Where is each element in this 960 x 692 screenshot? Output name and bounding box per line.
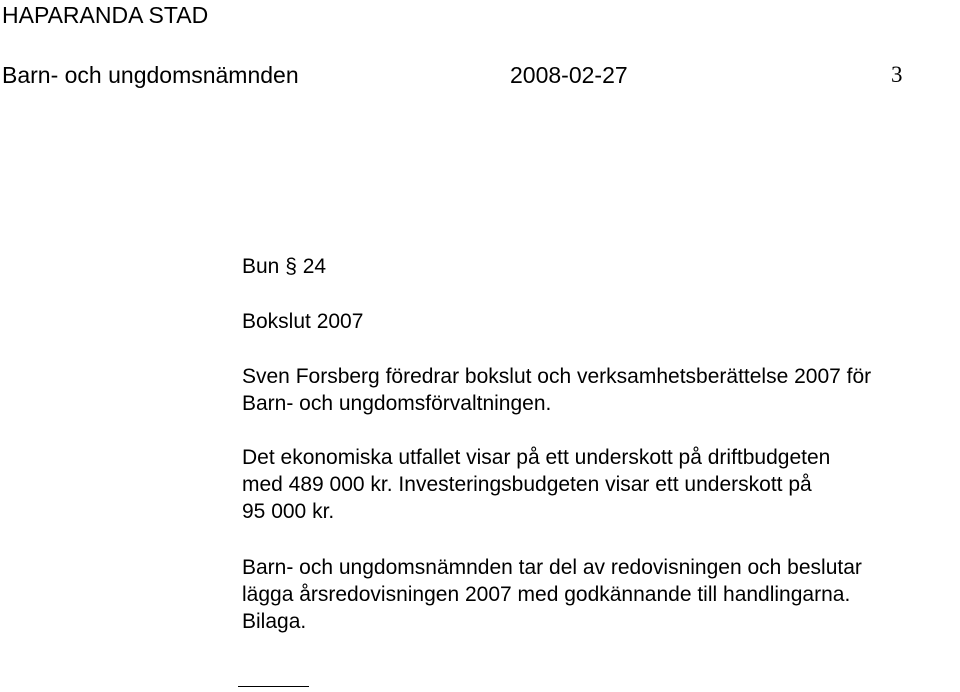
committee-name: Barn- och ungdomsnämnden <box>2 62 299 88</box>
paragraph-presentation <box>242 363 952 417</box>
organization-name: HAPARANDA STAD <box>2 2 209 28</box>
paragraph-reference: Bun § 24 <box>242 255 327 278</box>
text-line: med 489 000 kr. Investeringsbudgeten visar ett underskott på <box>242 473 812 496</box>
paragraph-decision <box>242 554 952 635</box>
text-line: lägga årsredovisningen 2007 med godkännande till handlingarna. <box>242 583 851 606</box>
text-line: Barn- och ungdomsnämnden tar del av redovisningen och beslutar <box>242 556 862 579</box>
paragraph-financial-outcome <box>242 444 952 525</box>
meeting-date: 2008-02-27 <box>510 62 628 88</box>
text-line: 95 000 kr. <box>242 500 335 523</box>
signature-line <box>238 686 309 687</box>
text-line: Det ekonomiska utfallet visar på ett underskott på driftbudgeten <box>242 446 831 469</box>
text-line: Sven Forsberg föredrar bokslut och verksamhetsberättelse 2007 för <box>242 365 872 388</box>
section-title: Bokslut 2007 <box>242 310 364 333</box>
page-number: 3 <box>891 62 903 87</box>
text-line: Bilaga. <box>242 610 307 633</box>
text-line: Barn- och ungdomsförvaltningen. <box>242 392 552 415</box>
